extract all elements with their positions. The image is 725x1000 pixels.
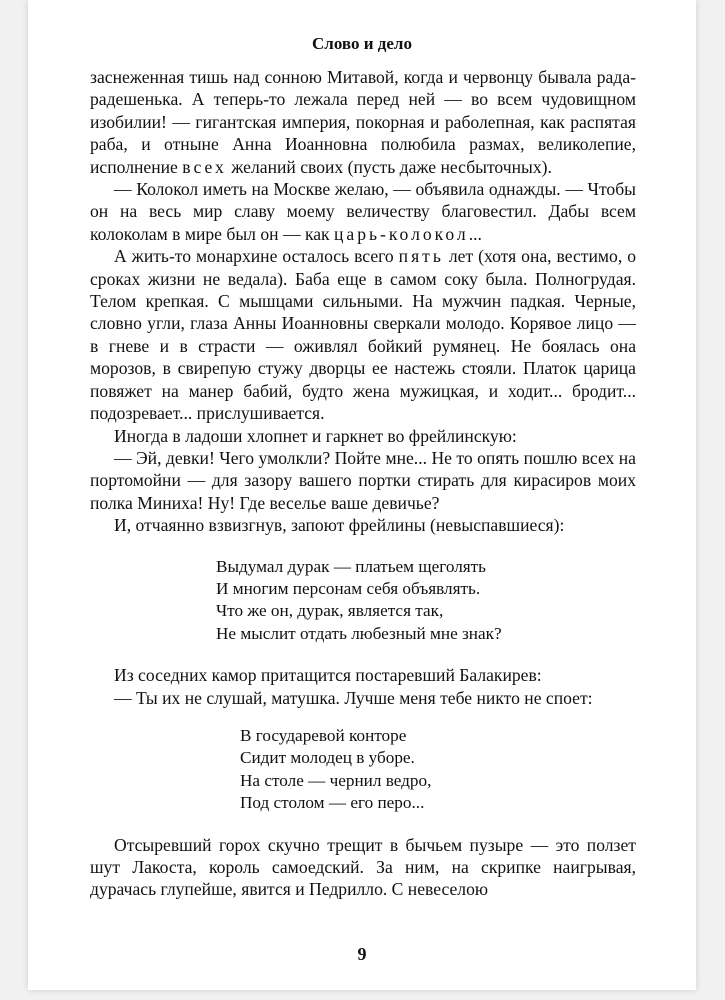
paragraph-text: Из соседних камор притащится постаревший Балакирев: bbox=[114, 665, 542, 686]
paragraph-text: лет (хотя она, вестимо, о сроках жизни не ведала). Баба еще в самом соку была. Полногрудая. Телом крепкая. С мышцами сильными. На мужчин падкая. Черные, словно угли, глаза Анны Иоанновны сверкали молодо. Корявое лицо — в гневе и в страсти — оживлял бойкий румянец. Не боялась она морозов, в свирепую стужу дворцы ее настежь стояли. Платок царица повяжет на манер бабий, будто жена мужицкая, и ходит... бродит... подозревает... прислушивается. bbox=[90, 246, 636, 424]
verse-stanza-2 bbox=[90, 725, 636, 815]
paragraph-text: А жить-то монархине осталось всего bbox=[114, 246, 399, 267]
paragraph bbox=[90, 245, 636, 424]
spaced-emphasis: пять bbox=[398, 246, 444, 267]
paragraph bbox=[90, 178, 636, 245]
running-head: Слово и дело bbox=[312, 34, 412, 53]
paragraph-text: Иногда в ладоши хлопнет и гаркнет во фрейлинскую: bbox=[114, 425, 517, 446]
paragraph-text: — Колокол иметь на Москве желаю, — объявила однажды. — Чтобы он на весь мир славу моему величеству благовестил. Дабы всем колоколам в мире был он — как bbox=[90, 179, 636, 244]
book-page bbox=[28, 0, 696, 990]
paragraph bbox=[90, 425, 636, 447]
paragraph-text: ... bbox=[468, 223, 482, 244]
verse-line: Под столом — его перо... bbox=[240, 793, 425, 813]
verse-line: Выдумал дурак — платьем щеголять bbox=[216, 556, 487, 576]
verse-line: Сидит молодец в уборе. bbox=[240, 748, 415, 768]
verse-line: Не мыслит отдать любезный мне знак? bbox=[216, 623, 502, 643]
verse-line: И многим персонам себя объявлять. bbox=[216, 578, 481, 598]
paragraph bbox=[90, 664, 636, 686]
text-block-b bbox=[90, 664, 636, 709]
paragraph-text: И, отчаянно взвизгнув, запоют фрейлины (невыспавшиеся): bbox=[114, 515, 565, 536]
body-text bbox=[90, 66, 636, 901]
verse-line: Что же он, дурак, является так, bbox=[216, 601, 444, 621]
text-block-a bbox=[90, 66, 636, 537]
spaced-emphasis: царь-колокол bbox=[333, 223, 469, 244]
verse-line: В государевой конторе bbox=[240, 725, 407, 745]
paragraph-text: — Ты их не слушай, матушка. Лучше меня тебе никто не споет: bbox=[114, 687, 593, 708]
spaced-emphasis: всех bbox=[182, 156, 227, 177]
paragraph-text: — Эй, девки! Чего умолкли? Пойте мне... Не то опять пошлю всех на портомойни — для зазору вашего портки стирать для кирасиров моих полка Миниха! Ну! Где веселье ваше девичье? bbox=[90, 447, 636, 513]
paragraph-text: заснеженная тишь над сонною Митавой, когда и червонцу бывала рада-радешенька. А теперь-то лежала перед ней — во всем чудовищном изобилии! — гигантская империя, покорная и раболепная, как распятая раба, и отныне Анна Иоанновна полюбила размах, великолепие, исполнение bbox=[90, 67, 636, 177]
verse-line: На столе — чернил ведро, bbox=[240, 770, 432, 790]
paragraph bbox=[90, 834, 636, 901]
paragraph bbox=[90, 447, 636, 514]
text-block-c bbox=[90, 834, 636, 901]
paragraph bbox=[90, 687, 636, 709]
verse-stanza-1 bbox=[90, 556, 636, 646]
paragraph bbox=[90, 66, 636, 178]
paragraph-text: желаний своих (пусть даже несбыточных). bbox=[226, 156, 552, 177]
paragraph-text: Отсыревший горох скучно трещит в бычьем пузыре — это ползет шут Лакоста, король самоедский. За ним, на скрипке наигрывая, дурачась глупейше, явится и Педрилло. С невеселою bbox=[90, 834, 636, 900]
paragraph bbox=[90, 514, 636, 536]
page-number: 9 bbox=[357, 944, 367, 964]
